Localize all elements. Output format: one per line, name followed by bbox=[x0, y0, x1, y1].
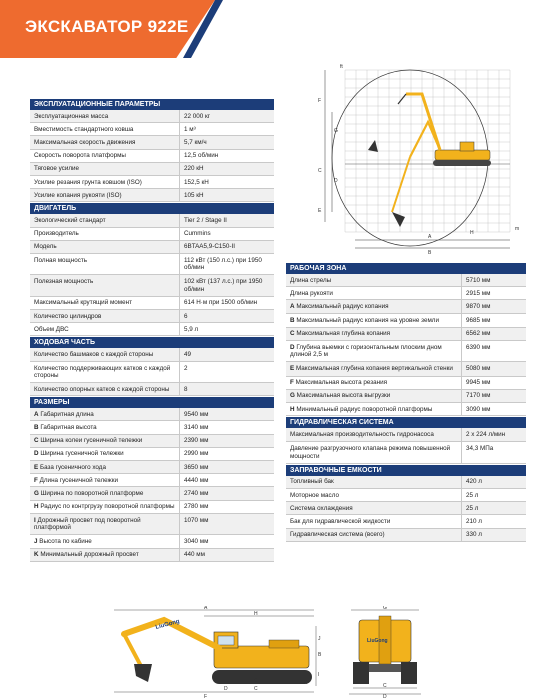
spec-value: 2780 мм bbox=[184, 503, 209, 511]
spec-label bbox=[30, 123, 180, 135]
spec-label-text: Усилие копания рукояти (ISO) bbox=[34, 191, 122, 199]
spec-label bbox=[30, 421, 180, 433]
spec-value: 5080 мм bbox=[466, 365, 491, 373]
spec-label bbox=[286, 287, 462, 299]
spec-value: 3650 мм bbox=[184, 463, 209, 471]
section-title: ЭКСПЛУАТАЦИОННЫЕ ПАРАМЕТРЫ bbox=[30, 99, 274, 110]
dimension-letter: B bbox=[34, 423, 39, 431]
dimension-letter: C bbox=[290, 330, 295, 338]
spec-label bbox=[30, 214, 180, 226]
spec-label bbox=[30, 150, 180, 162]
spec-label bbox=[30, 408, 180, 420]
spec-label-text: Давление разгрузочного клапана режима повышенной мощности bbox=[290, 445, 451, 460]
section-title: ХОДОВАЯ ЧАСТЬ bbox=[30, 337, 274, 348]
spec-row bbox=[30, 310, 274, 323]
dimension-letter: A bbox=[428, 234, 432, 240]
spec-value: 3090 мм bbox=[466, 405, 491, 413]
dimension-letter: H bbox=[254, 611, 258, 617]
spec-label bbox=[30, 228, 180, 240]
spec-table bbox=[286, 274, 526, 416]
spec-value: 330 л bbox=[466, 531, 482, 539]
spec-row bbox=[30, 348, 274, 361]
dimension-letter: B bbox=[428, 250, 432, 256]
dimension-letter: G bbox=[34, 489, 39, 497]
spec-label-text: Ширина гусеничной тележки bbox=[40, 450, 124, 458]
spec-label-text: Эксплуатационная масса bbox=[34, 112, 109, 120]
spec-section-working_zone bbox=[286, 263, 526, 416]
spec-label-text: Максимальный радиус копания на уровне земли bbox=[296, 316, 439, 324]
spec-label-text: Количество опорных катков с каждой стороны bbox=[34, 385, 170, 393]
spec-label bbox=[30, 461, 180, 473]
right-spec-column bbox=[286, 262, 526, 542]
dimension-letter: D bbox=[334, 178, 338, 184]
spec-row bbox=[30, 487, 274, 500]
spec-value: 3040 мм bbox=[184, 537, 209, 545]
spec-label-text: Длина гусеничной тележки bbox=[39, 476, 119, 484]
spec-row bbox=[30, 176, 274, 189]
spec-value: 220 кН bbox=[184, 165, 204, 173]
spec-value: 6BTAA5,9-C150-II bbox=[184, 243, 235, 251]
dimension-letter: C bbox=[383, 683, 387, 689]
section-title: ДВИГАТЕЛЬ bbox=[30, 203, 274, 214]
spec-label bbox=[30, 254, 180, 274]
spec-value: 152,5 кН bbox=[184, 178, 209, 186]
diagram-dimension-letters bbox=[318, 98, 474, 256]
spec-value: 1070 мм bbox=[184, 516, 209, 524]
spec-row bbox=[286, 476, 526, 489]
spec-row bbox=[30, 435, 274, 448]
spec-value: 7170 мм bbox=[466, 392, 491, 400]
dimension-letter: H bbox=[470, 230, 474, 236]
dimension-letter: G bbox=[334, 128, 338, 134]
spec-section-dimensions bbox=[30, 397, 274, 561]
spec-label-text: Длина рукояти bbox=[290, 289, 333, 297]
spec-value: 2390 мм bbox=[184, 437, 209, 445]
dimension-letter: J bbox=[34, 537, 38, 545]
spec-label-text: Максимальная высота резания bbox=[295, 379, 388, 387]
spec-row bbox=[30, 408, 274, 421]
spec-section-engine bbox=[30, 203, 274, 336]
dimension-letter: F bbox=[290, 379, 294, 387]
spec-value: 112 кВт (150 л.с.) при 1950 об/мин bbox=[184, 257, 262, 272]
spec-section-hydraulic bbox=[286, 417, 526, 464]
spec-label-text: Максимальная глубина копания вертикальной стенки bbox=[295, 365, 453, 373]
dimension-letter: D bbox=[383, 694, 387, 698]
dimension-letter: I bbox=[34, 516, 36, 524]
spec-row bbox=[30, 189, 274, 202]
front-view-excavator bbox=[353, 616, 417, 684]
spec-label bbox=[30, 176, 180, 188]
spec-value: 9685 мм bbox=[466, 316, 491, 324]
spec-row bbox=[30, 254, 274, 275]
dimension-letter: F bbox=[204, 694, 208, 698]
spec-table bbox=[30, 408, 274, 561]
front-view-drawing bbox=[345, 606, 425, 698]
spec-value: 6562 мм bbox=[466, 330, 491, 338]
spec-value: Tier 2 / Stage II bbox=[184, 216, 227, 224]
spec-row bbox=[286, 428, 526, 442]
spec-row bbox=[30, 110, 274, 123]
dimension-letter: E bbox=[34, 463, 39, 471]
spec-label bbox=[286, 529, 462, 541]
diagram-excavator bbox=[368, 94, 491, 227]
spec-row bbox=[30, 474, 274, 487]
spec-row bbox=[286, 314, 526, 328]
spec-label bbox=[286, 476, 462, 488]
section-title: РАБОЧАЯ ЗОНА bbox=[286, 263, 526, 274]
spec-row bbox=[286, 403, 526, 416]
spec-label bbox=[30, 348, 180, 360]
spec-row bbox=[286, 502, 526, 515]
spec-value: 4440 мм bbox=[184, 476, 209, 484]
spec-label-text: Модель bbox=[34, 243, 57, 251]
spec-label bbox=[286, 442, 462, 462]
spec-label bbox=[30, 474, 180, 486]
spec-label-text: Минимальный радиус поворотной платформы bbox=[296, 405, 433, 413]
spec-value: 25 л bbox=[466, 504, 479, 512]
side-view-excavator bbox=[124, 620, 312, 684]
spec-row bbox=[286, 442, 526, 463]
spec-value: 25 л bbox=[466, 491, 479, 499]
spec-table bbox=[286, 428, 526, 464]
spec-value: 5710 мм bbox=[466, 276, 491, 284]
spec-label-text: Топливный бак bbox=[290, 478, 334, 486]
spec-label bbox=[30, 136, 180, 148]
dimension-letter: I bbox=[318, 672, 320, 678]
working-range-diagram bbox=[310, 62, 532, 258]
spec-label bbox=[30, 362, 180, 382]
dimension-letter: D bbox=[34, 450, 39, 458]
spec-table bbox=[30, 214, 274, 336]
spec-label-text: Гидравлическая система (всего) bbox=[290, 531, 385, 539]
dimension-letter: H bbox=[290, 405, 295, 413]
dimension-letter: A bbox=[290, 302, 295, 310]
spec-label bbox=[30, 323, 180, 335]
axis-unit-ft: ft bbox=[340, 64, 343, 70]
spec-value: 2 bbox=[184, 364, 188, 372]
spec-section-undercarriage bbox=[30, 337, 274, 396]
dimension-letter: D bbox=[290, 344, 295, 352]
spec-section-operational bbox=[30, 99, 274, 202]
spec-row bbox=[30, 448, 274, 461]
spec-row bbox=[30, 150, 274, 163]
side-view-brand: LiuGong bbox=[154, 618, 181, 631]
spec-row bbox=[30, 275, 274, 296]
spec-label-text: Тяговое усилие bbox=[34, 165, 80, 173]
spec-label bbox=[30, 487, 180, 499]
spec-label-text: Минимальный дорожный просвет bbox=[40, 551, 139, 558]
spec-row bbox=[286, 489, 526, 502]
dimension-letter: C bbox=[254, 686, 258, 692]
spec-value: 2990 мм bbox=[184, 450, 209, 458]
spec-label bbox=[30, 435, 180, 447]
dimension-letter: A bbox=[34, 410, 39, 418]
spec-row bbox=[30, 297, 274, 310]
spec-label bbox=[286, 502, 462, 514]
spec-row bbox=[286, 390, 526, 403]
spec-label bbox=[286, 489, 462, 501]
spec-value: 9945 мм bbox=[466, 379, 491, 387]
spec-value: 6 bbox=[184, 312, 188, 320]
spec-label-text: Максимальная производительность гидронасоса bbox=[290, 431, 434, 439]
spec-label-text: Экологический стандарт bbox=[34, 216, 106, 224]
spec-label bbox=[286, 314, 462, 327]
spec-row bbox=[286, 300, 526, 313]
spec-table bbox=[286, 476, 526, 542]
spec-value: 8 bbox=[184, 385, 188, 393]
dimension-letter: C bbox=[318, 168, 322, 174]
section-title: ЗАПРАВОЧНЫЕ ЕМКОСТИ bbox=[286, 465, 526, 476]
spec-value: 9870 мм bbox=[466, 302, 491, 310]
spec-label-text: Максимальная скорость движения bbox=[34, 138, 136, 146]
spec-label bbox=[286, 403, 462, 415]
dimension-letter: G bbox=[290, 392, 295, 400]
spec-label-text: Максимальный крутящий момент bbox=[34, 299, 132, 307]
spec-row bbox=[30, 514, 274, 535]
spec-row bbox=[30, 501, 274, 514]
spec-label-text: Вместимость стандартного ковша bbox=[34, 125, 134, 133]
spec-label-text: Максимальная глубина копания bbox=[296, 330, 391, 338]
dimension-letter: F bbox=[318, 98, 322, 104]
spec-label-text: Объем ДВС bbox=[34, 325, 69, 333]
dimension-letter: G bbox=[383, 606, 387, 611]
dimension-letter: E bbox=[290, 365, 295, 373]
spec-row bbox=[286, 287, 526, 300]
spec-row bbox=[286, 362, 526, 376]
dimension-letter: E bbox=[318, 208, 322, 214]
page-title: ЭКСКАВАТОР 922E bbox=[25, 17, 189, 36]
dimension-letter: J bbox=[318, 636, 321, 642]
dimension-letter: K bbox=[34, 551, 39, 558]
spec-value: 9540 мм bbox=[184, 410, 209, 418]
dimension-letter: E bbox=[254, 678, 258, 684]
dimension-letter: A bbox=[204, 606, 208, 611]
spec-row bbox=[30, 549, 274, 562]
spec-label-text: Производитель bbox=[34, 230, 79, 238]
spec-label bbox=[30, 549, 180, 561]
spec-table bbox=[30, 110, 274, 202]
spec-label-text: Количество поддерживающих катков с каждой стороны bbox=[34, 364, 171, 379]
dimension-letter: B bbox=[318, 652, 322, 658]
spec-value: 12,5 об/мин bbox=[184, 152, 219, 160]
spec-label bbox=[30, 448, 180, 460]
spec-row bbox=[286, 515, 526, 528]
spec-table bbox=[30, 348, 274, 396]
spec-value: 614 Н·м при 1500 об/мин bbox=[184, 299, 258, 307]
dimension-letter: C bbox=[34, 437, 39, 445]
spec-label bbox=[286, 390, 462, 402]
spec-label bbox=[30, 310, 180, 322]
spec-row bbox=[30, 163, 274, 176]
spec-label bbox=[30, 275, 180, 295]
spec-row bbox=[30, 421, 274, 434]
spec-value: 420 л bbox=[466, 478, 482, 486]
dimension-letter: B bbox=[290, 316, 295, 324]
spec-row bbox=[286, 341, 526, 362]
spec-value: 2915 мм bbox=[466, 289, 491, 297]
spec-row bbox=[286, 274, 526, 287]
spec-value: 102 кВт (137 л.с.) при 1950 об/мин bbox=[184, 278, 263, 293]
spec-row bbox=[30, 383, 274, 396]
spec-label-text: Усилие резания грунта ковшом (ISO) bbox=[34, 178, 142, 186]
section-title: ГИДРАВЛИЧЕСКАЯ СИСТЕМА bbox=[286, 417, 526, 428]
spec-value: 210 л bbox=[466, 517, 482, 525]
spec-label bbox=[286, 515, 462, 527]
spec-label bbox=[30, 189, 180, 201]
spec-row bbox=[286, 328, 526, 341]
spec-label-text: Полезная мощность bbox=[34, 278, 94, 286]
spec-value: 2 х 224 л/мин bbox=[466, 431, 506, 439]
spec-label bbox=[286, 328, 462, 340]
spec-label bbox=[286, 300, 462, 312]
spec-value: 5,9 л bbox=[184, 325, 199, 333]
spec-label bbox=[30, 110, 180, 122]
spec-label bbox=[286, 341, 462, 361]
spec-label-text: Длина стрелы bbox=[290, 276, 332, 284]
spec-label-text: Количество башмаков с каждой стороны bbox=[34, 350, 154, 358]
spec-label-text: Габаритная высота bbox=[40, 423, 97, 431]
spec-row bbox=[30, 241, 274, 254]
spec-value: 440 мм bbox=[184, 551, 205, 558]
spec-label-text: База гусеничного хода bbox=[39, 463, 106, 471]
spec-label-text: Скорость поворота платформы bbox=[34, 152, 126, 160]
side-view-drawing bbox=[104, 606, 326, 698]
dimension-letter: K bbox=[304, 680, 308, 686]
spec-row bbox=[30, 461, 274, 474]
spec-label bbox=[286, 362, 462, 375]
spec-label bbox=[286, 274, 462, 286]
spec-label-text: Максимальный радиус копания bbox=[296, 302, 389, 310]
spec-section-fluids bbox=[286, 465, 526, 542]
spec-row bbox=[286, 529, 526, 542]
spec-row bbox=[30, 136, 274, 149]
spec-row bbox=[30, 123, 274, 136]
spec-value: 49 bbox=[184, 350, 192, 358]
spec-label-text: Бак для гидравлической жидкости bbox=[290, 517, 391, 525]
spec-value: 34,3 МПа bbox=[466, 445, 494, 453]
spec-value: 3140 мм bbox=[184, 423, 209, 431]
spec-value: 6390 мм bbox=[466, 344, 491, 352]
spec-label bbox=[30, 501, 180, 513]
spec-label-text: Система охлаждения bbox=[290, 504, 353, 512]
spec-value: 2740 мм bbox=[184, 489, 209, 497]
spec-label-text: Ширина по поворотной платформе bbox=[40, 489, 144, 497]
spec-label bbox=[286, 377, 462, 389]
spec-label bbox=[30, 383, 180, 395]
spec-label-text: Высота по кабине bbox=[39, 537, 92, 545]
spec-label-text: Ширина колеи гусеничной тележки bbox=[40, 437, 143, 445]
spec-value: 22 000 кг bbox=[184, 112, 211, 120]
spec-label-text: Радиус по контргрузу поворотной платформы bbox=[40, 503, 175, 511]
section-title: РАЗМЕРЫ bbox=[30, 397, 274, 408]
page-header bbox=[0, 0, 554, 58]
spec-label-text: Моторное масло bbox=[290, 491, 339, 499]
spec-value: 5,7 км/ч bbox=[184, 138, 207, 146]
front-view-brand: LiuGong bbox=[367, 638, 388, 644]
spec-value: 105 кН bbox=[184, 191, 204, 199]
spec-label bbox=[30, 297, 180, 309]
spec-value: 1 м³ bbox=[184, 125, 196, 133]
spec-label-text: Полная мощность bbox=[34, 257, 88, 265]
axis-unit-m: m bbox=[515, 226, 520, 232]
spec-row bbox=[30, 214, 274, 227]
dimension-letter: D bbox=[224, 686, 228, 692]
spec-label-text: Количество цилиндров bbox=[34, 312, 102, 320]
spec-row bbox=[30, 535, 274, 548]
spec-label-text: Габаритная длина bbox=[40, 410, 94, 418]
spec-row bbox=[30, 362, 274, 383]
spec-label bbox=[286, 428, 462, 441]
spec-label-text: Дорожный просвет под поворотной платформой bbox=[34, 516, 141, 532]
spec-value: Cummins bbox=[184, 230, 211, 238]
dimension-letter: H bbox=[34, 503, 39, 511]
spec-row bbox=[30, 228, 274, 241]
spec-label-text: Максимальная высота выгрузки bbox=[296, 392, 391, 400]
dimension-letter: F bbox=[34, 476, 38, 484]
spec-label bbox=[30, 514, 180, 534]
spec-label bbox=[30, 163, 180, 175]
spec-label bbox=[30, 241, 180, 253]
left-spec-column bbox=[30, 98, 274, 562]
spec-row bbox=[286, 377, 526, 390]
spec-label bbox=[30, 535, 180, 547]
spec-label-text: Глубина выемки с горизонтальным плоским дном длиной 2,5 м bbox=[290, 344, 442, 359]
spec-row bbox=[30, 323, 274, 336]
